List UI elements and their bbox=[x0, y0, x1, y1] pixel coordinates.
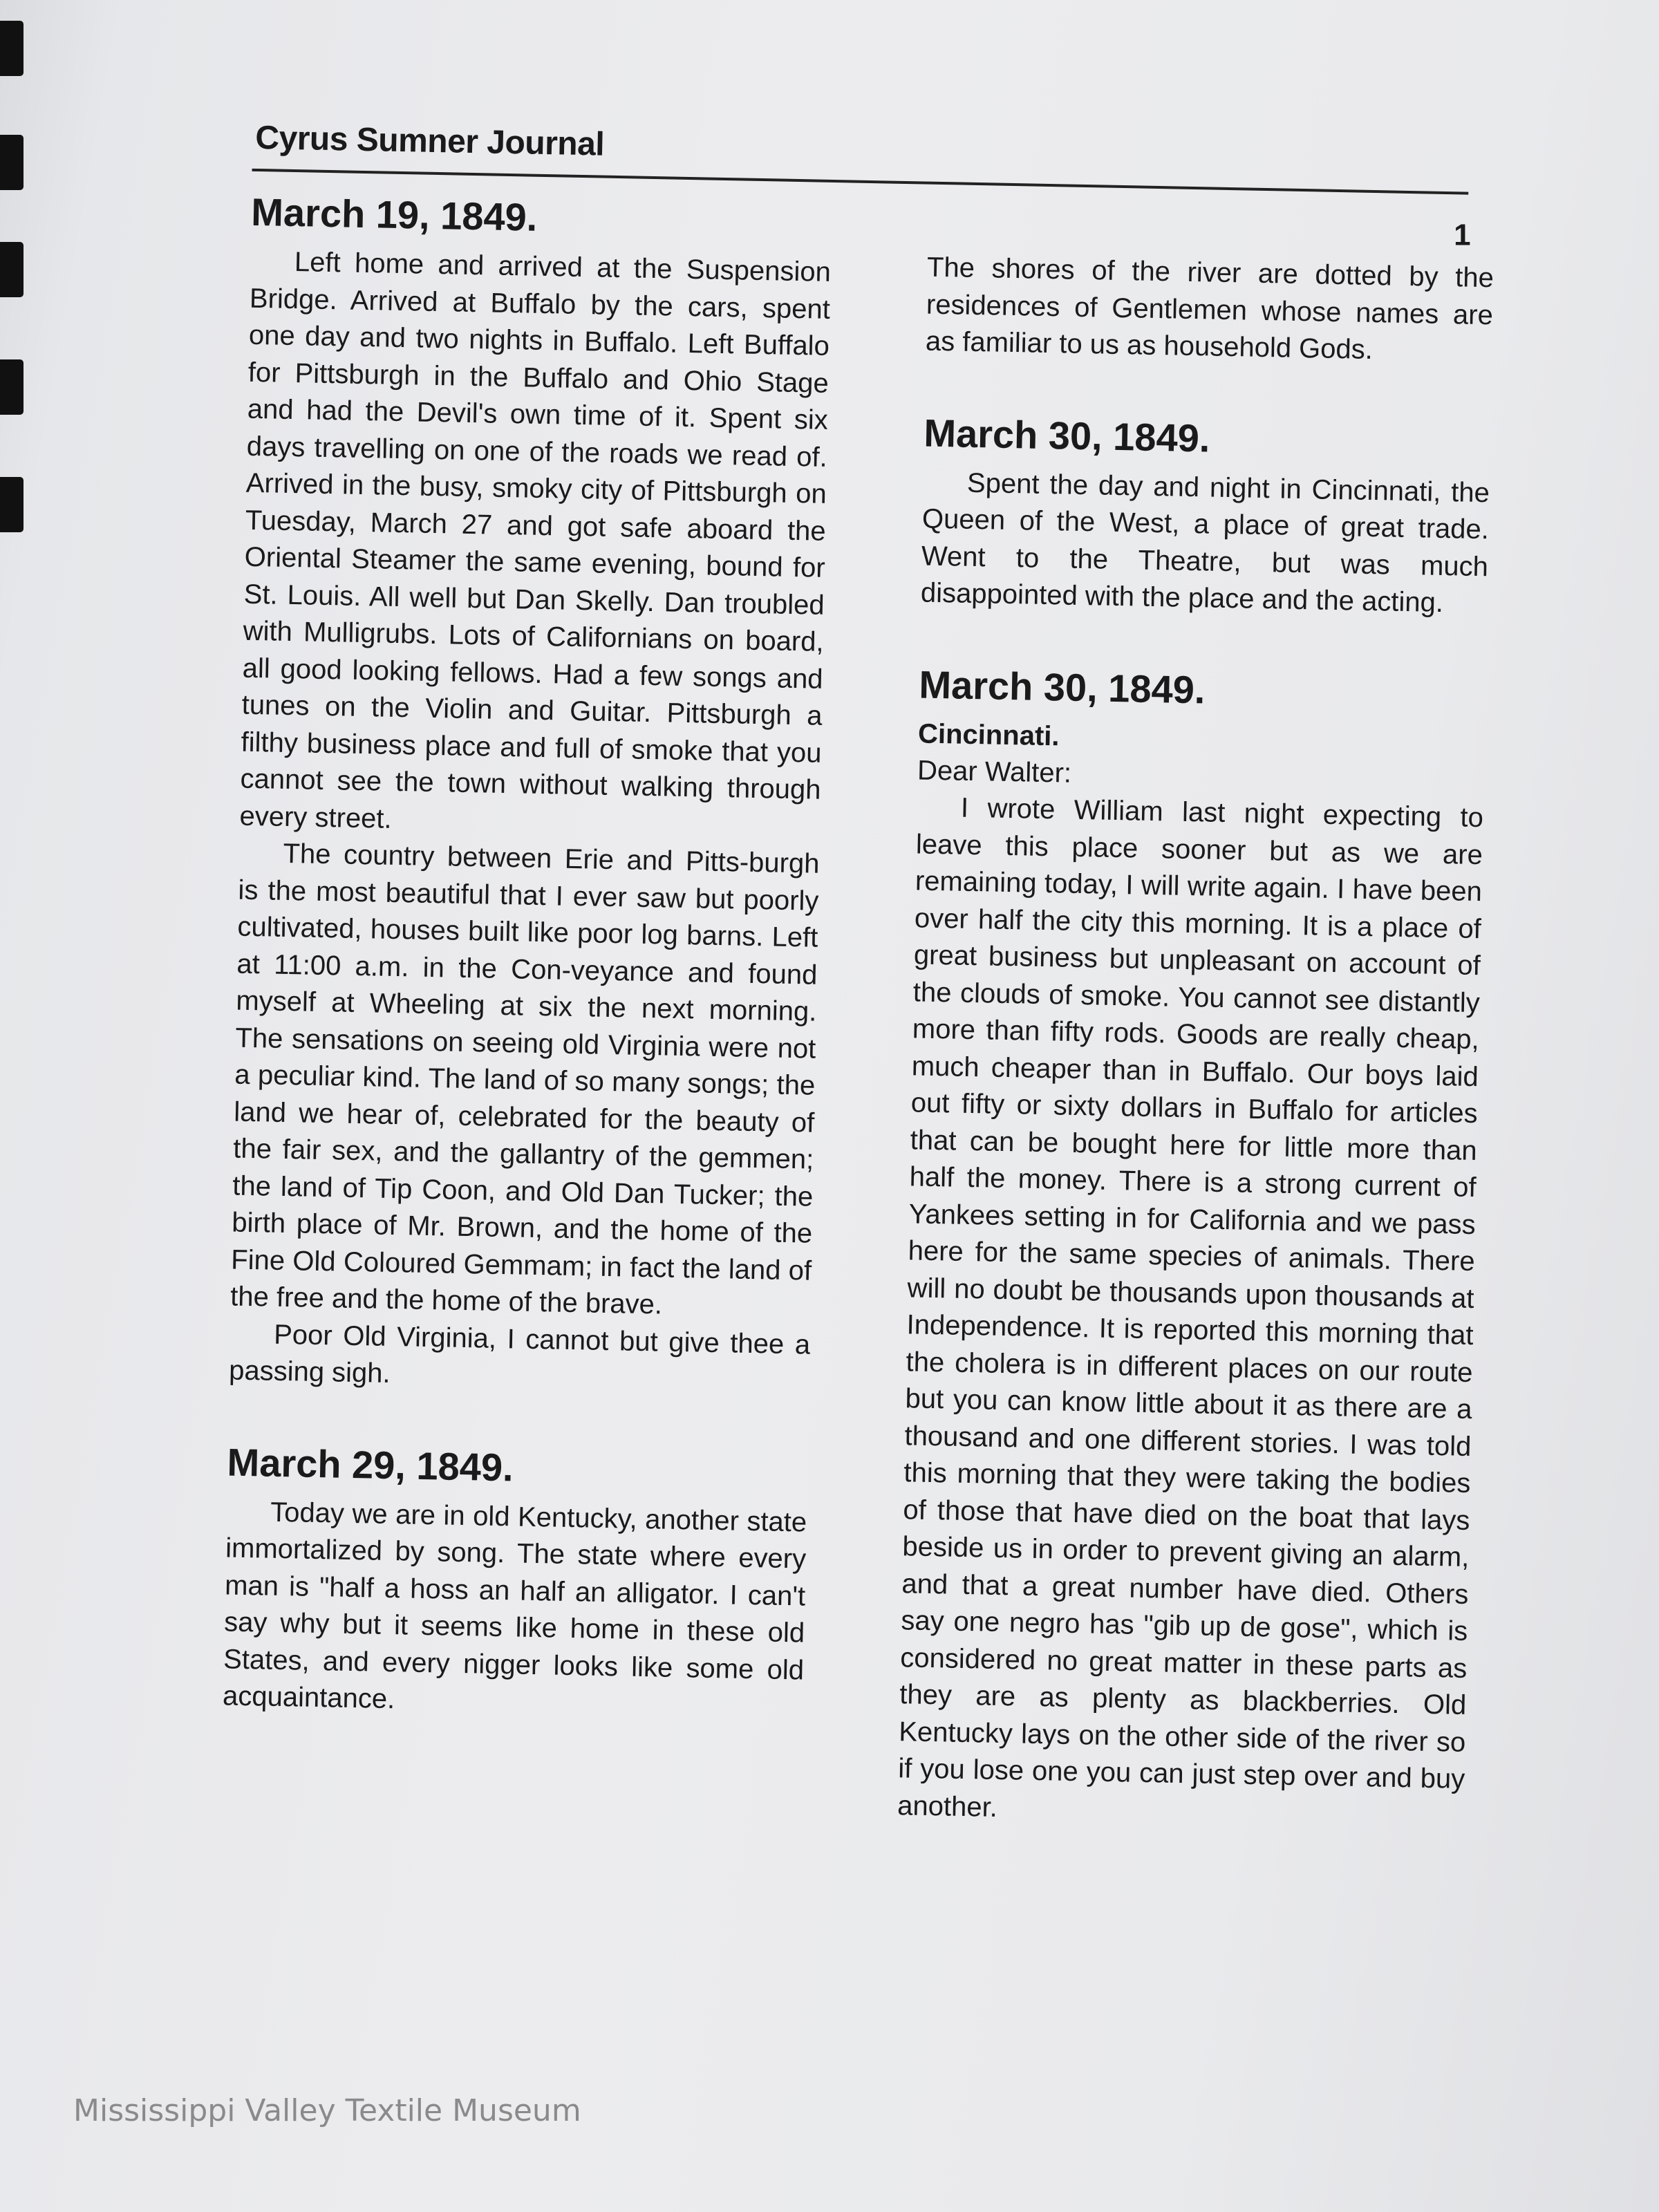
museum-watermark: Mississippi Valley Textile Museum bbox=[73, 2093, 581, 2128]
entry-date: March 30, 1849. bbox=[923, 411, 1211, 460]
binder-tab bbox=[0, 135, 24, 190]
right-column bbox=[897, 250, 1494, 1835]
journal-title: Cyrus Sumner Journal bbox=[254, 119, 605, 163]
entry-paragraph: The country between Erie and Pitts-burgh is the most beautiful that I ever saw but poorly cultivated, houses built like poor log barns. Left at 11:00 a.m. in the Con-veyance and found myself at Wheeling at six the next morning. The sensations on seeing old Virginia were not a peculiar kind. The land of so many songs; the land we hear of, celebrated for the beauty of the fair sex, and the gallantry of the gemmen; the land of Tip Coon, and Old Dan Tucker; the birth place of Mr. Brown, and the home of the Fine Old Coloured Gemmam; in fact the land of the free and the home of the brave. bbox=[229, 838, 820, 1320]
letter-salutation: Dear Walter: bbox=[917, 754, 1072, 789]
entry-date: March 29, 1849. bbox=[227, 1439, 514, 1489]
binder-tab bbox=[0, 242, 24, 297]
entry-date: March 19, 1849. bbox=[250, 189, 538, 239]
left-column bbox=[223, 188, 832, 1726]
entry-paragraph: Spent the day and night in Cincinnati, the Queen of the West, a place of great trade. Went to the Theatre, but was much disappointed with the place and the acting. bbox=[920, 467, 1490, 619]
entry-date: March 30, 1849. bbox=[918, 662, 1206, 711]
entry-paragraph: Left home and arrived at the Suspension Bridge. Arrived at Buffalo by the cars, spent one day and two nights in Buffalo. Left Buffalo for Pittsburgh in the Buffalo and Ohio Stage and had the Devil's own time of it. Spent six days travelling on one of the roads we read of. Arrived in the busy, smoky city of Pittsburgh on Tuesday, March 27 and got safe aboard the Oriental Steamer the same evening, bound for St. Louis. All well but Dan Skelly. Dan troubled with Mulligrubs. Lots of Californians on board, all good looking fellows. Had a few songs and tunes on the Violin and Guitar. Pittsburgh a filthy business place and full of smoke that you cannot see the town without walking through every street. bbox=[239, 247, 832, 834]
binder-tab bbox=[0, 477, 24, 532]
binder-spine bbox=[0, 0, 30, 2212]
binder-tab bbox=[0, 359, 24, 415]
entry-paragraph: I wrote William last night expecting to leave this place sooner but as we are remaining today, I will write again. I have been over half the city this morning. It is a place of great business but unpleasant on account of the clouds of smoke. You cannot see distantly more than fifty rods. Goods are really cheap, much cheaper than in Buffalo. Our boys laid out fifty or sixty dollars in Buffalo for articles that can be bought here for little more than half the money. There is a strong current of Yankees setting in for California and we pass here for the same species of animals. There will no doubt be thousands upon thousands at Independence. It is reported this morning that the cholera is in different places on our route but you can know little about it as there are a thousand and one different stories. I was told this morning that they were taking the bodies of those that have died on the boat that lays beside us in order to prevent giving an alarm, and that a great number have died. Others say one negro has "gib up de gose", which is considered no great matter in these parts as they are as plenty as blackberries. Old Kentucky lays on the other side of the river so if you lose one you can just step over and buy another. bbox=[897, 792, 1484, 1823]
entry-paragraph: The shores of the river are dotted by the residences of Gentlemen whose names are as familiar to us as household Gods. bbox=[925, 252, 1494, 365]
entry-paragraph: Poor Old Virginia, I cannot but give thee a passing sigh. bbox=[228, 1319, 811, 1389]
binder-tab bbox=[0, 21, 24, 76]
entry-paragraph: Today we are in old Kentucky, another state immortalized by song. The state where every man is "half a hoss an half an alligator. I can't say why but it seems like home in these old States, and every nigger looks like some old acquaintance. bbox=[222, 1497, 807, 1715]
letter-place: Cincinnati. bbox=[917, 718, 1060, 751]
page-number: 1 bbox=[1453, 218, 1471, 252]
journal-page bbox=[151, 118, 1500, 1995]
